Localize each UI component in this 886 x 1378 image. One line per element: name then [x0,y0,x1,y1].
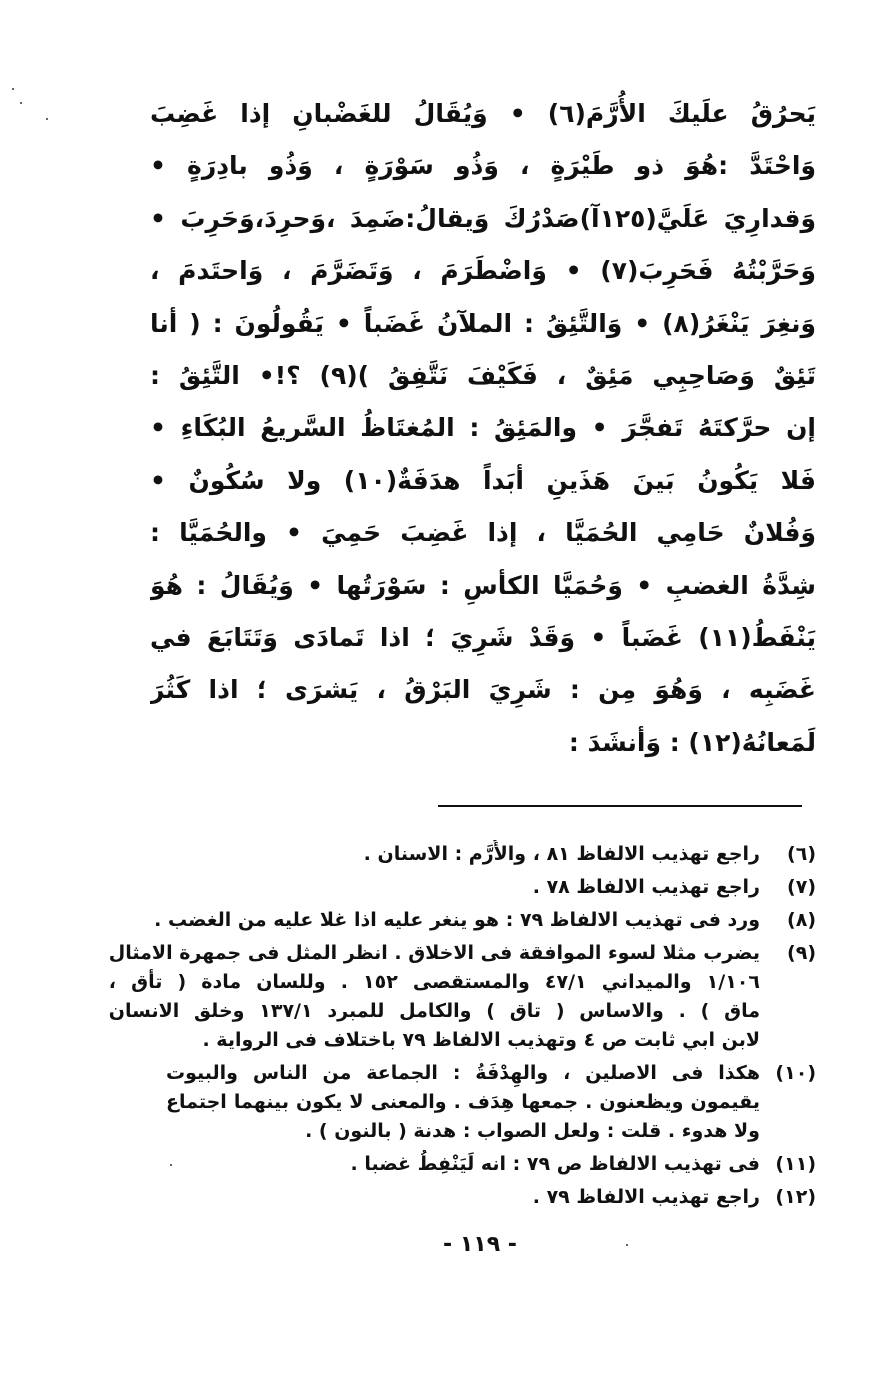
text-line: شِدَّةُ الغضبِ • وَحُمَيَّا الكأسِ : سَوْرَتُها • وَيُقَالُ : هُوَ [150,570,816,600]
footnote [166,1183,816,1212]
footnote-text: راجع تهذيب الالفاظ ٧٩ . [532,1186,760,1208]
footnote [154,906,816,935]
text-line: وَقدارِيَ عَلَيَّ(١٢٥آ)صَدْرُكَ وَيقالُ:ضَمِدَ ،وَحرِدَ،وَحَرِبَ • [150,203,816,233]
page-number: - ١١٩ - [443,1232,517,1257]
footnote-text: ولا هدوء . قلت : ولعل الصواب : هدنة ( بالنون ) . [305,1120,760,1142]
text-line: وَاحْتَدَّ :هُوَ ذو طَيْرَةٍ ، وَذُو سَوْرَةٍ ، وَذُو بادِرَةٍ • [150,151,816,181]
footnote-text: راجع تهذيب الالفاظ ٨١ ، والأُرَّم : الاسنان . [363,843,760,865]
footnote-number: (٨) [787,909,816,931]
text-line: يَحرُقُ علَيكَ الأُرَّمَ(٦) • وَيُقَالُ للغَضْبانِ إذا غَضِبَ [150,99,816,128]
footnotes [108,840,816,1216]
footnote-separator [438,805,802,807]
text-line: لَمَعانُهُ(١٢) : وَأنشَدَ : [568,727,816,757]
footnote [166,840,816,869]
footnote-text: فى تهذيب الالفاظ ص ٧٩ : انه لَيَنْفِطُ غضبا . [350,1153,760,1175]
text-line: وَحَرَّبْتُهُ فَحَرِبَ(٧) • وَاضْطَرَمَ ، وَتَضَرَّمَ ، وَاحتَدمَ ، [150,256,816,286]
footnote-text: ورد فى تهذيب الالفاظ ٧٩ : هو ينغر عليه اذا غلا عليه من الغضب . [154,909,760,931]
text-line: إن حرَّكتَهُ تَفجَّرَ • والمَئِقُ : المُغتَاظُ السَّريعُ البُكَاءِ • [150,413,816,443]
footnote-text: ١/١٠٦ والميداني ٤٧/١ والمستقصى ١٥٢ . وللسان مادة ( تأق ، [108,971,760,993]
footnote-text: هكذا فى الاصلين ، والهِدْفَةُ : الجماعة من الناس والبيوت [166,1062,760,1084]
footnote-text: لابن ابي ثابت ص ٤ وتهذيب الالفاظ ٧٩ باختلاف فى الرواية . [202,1029,760,1051]
scan-speck [626,1244,628,1246]
footnote-number: (١١) [775,1153,816,1175]
scan-speck [12,88,14,90]
footnote [108,939,816,1055]
scan-speck [20,102,22,104]
footnote [166,1150,816,1179]
footnote-number: (١٢) [775,1186,816,1208]
footnote-text: ماق ) . والاساس ( تاق ) والكامل للمبرد ١٣٧/١ وخلق الانسان [108,1000,760,1022]
footnote-text: يضرب مثلا لسوء الموافقة فى الاخلاق . انظر المثل فى جمهرة الامثال [108,942,760,964]
footnote-text: راجع تهذيب الالفاظ ٧٨ . [532,876,760,898]
text-line: وَنغِرَ يَنْغَرُ(٨) • وَالتَّئِقُ : الملآنُ غَضَباً • يَقُولُونَ : ( أنا [150,308,816,338]
text-line: غَضَبِه ، وَهُوَ مِن : شَرِيَ البَرْقُ ، يَشرَى ؛ اذا كَثُرَ [150,675,816,705]
scan-speck [170,1164,172,1166]
text-line: يَنْفَطُ(١١) غَضَباً • وَقَدْ شَرِيَ ؛ اذا تَمادَى وَتَتَابَعَ في [150,622,816,652]
footnote-number: (٩) [787,942,816,964]
footnote-number: (٧) [787,876,816,898]
text-line: وَفُلانٌ حَامِي الحُمَيَّا ، إذا غَضِبَ حَمِيَ • والحُمَيَّا : [150,518,816,548]
main-text-block [150,88,816,769]
text-line: تَئِقٌ وَصَاحِبِي مَئِقٌ ، فَكَيْفَ نَتَّفِقُ )(٩) ؟!• التَّئِقُ : [150,360,816,390]
text-line: فَلا يَكُونُ بَينَ هَذَينِ أبَداً هدَفَةٌ(١٠) ولا سُكُونٌ • [150,465,816,495]
footnote [166,873,816,902]
scan-speck [46,118,48,120]
footnote-number: (٦) [787,843,816,865]
footnote-number: (١٠) [775,1062,816,1084]
footnote-text: يقيمون ويظعنون . جمعها هِدَف . والمعنى لا يكون بينهما اجتماع [166,1091,760,1113]
footnote [166,1059,816,1146]
